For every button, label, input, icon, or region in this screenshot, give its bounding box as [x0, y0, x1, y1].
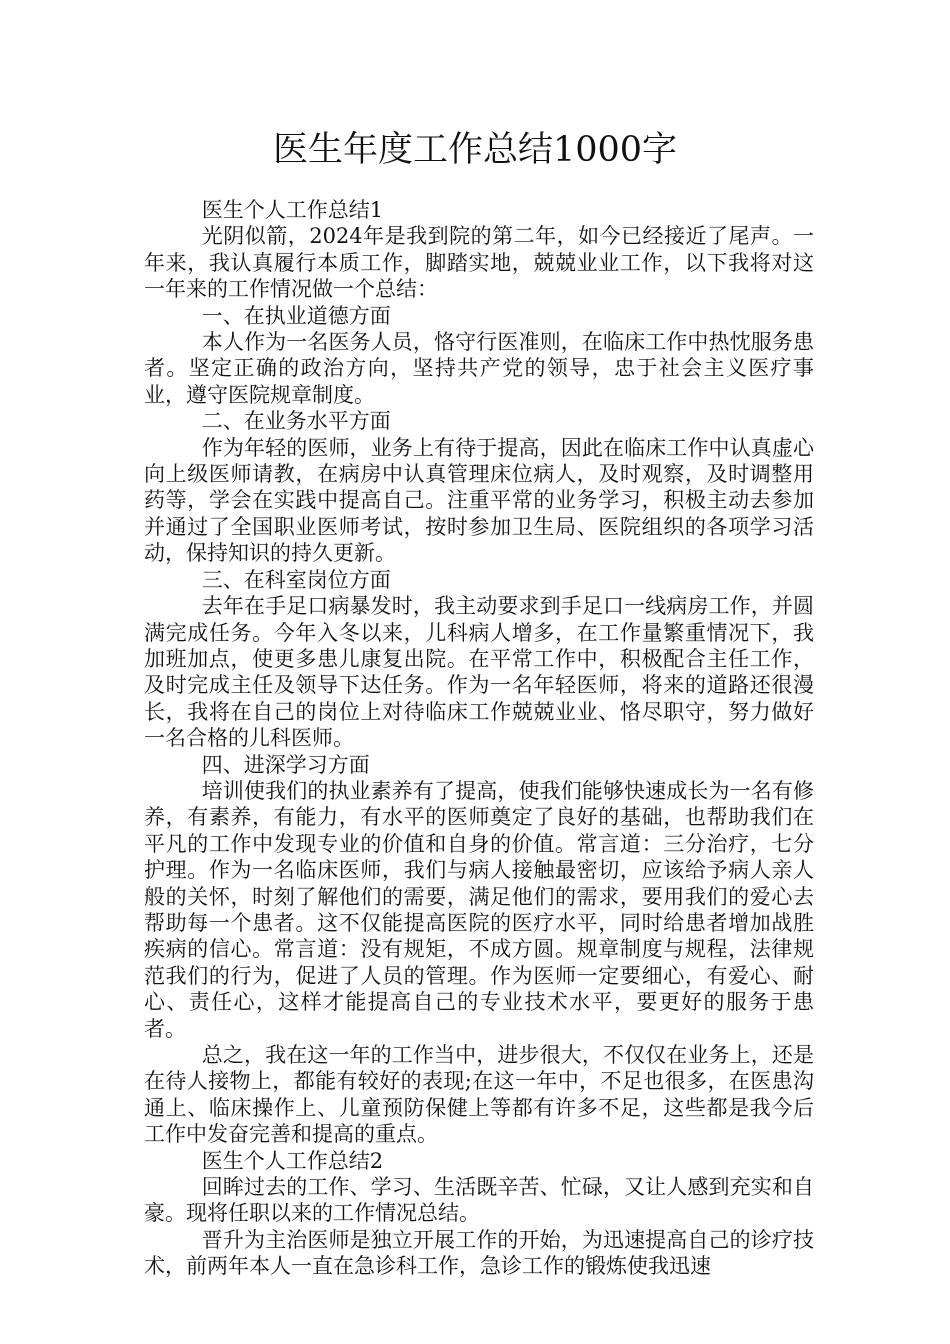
paragraph: 晋升为主治医师是独立开展工作的开始，为迅速提高自己的诊疗技术，前两年本人一直在急诊科工作，急诊工作的锻炼使我迅速: [144, 1227, 814, 1279]
paragraph: 去年在手足口病暴发时，我主动要求到手足口一线病房工作，并圆满完成任务。今年入冬以来，儿科病人增多，在工作量繁重情况下，我加班加点，使更多患儿康复出院。在平常工作中，积极配合主任工作，及时完成主任及领导下达任务。作为一名年轻医师，将来的道路还很漫长，我将在自己的岗位上对待临床工作兢兢业业、恪尽职守，努力做好一名合格的儿科医师。: [144, 594, 814, 751]
section-heading: 四、进深学习方面: [201, 752, 370, 777]
paragraph: 作为年轻的医师，业务上有待于提高，因此在临床工作中认真虚心向上级医师请教，在病房中认真管理床位病人，及时观察，及时调整用药等，学会在实践中提高自己。注重平常的业务学习，积极主动去参加并通过了全国职业医师考试，按时参加卫生局、医院组织的各项学习活动，保持知识的持久更新。: [144, 435, 814, 566]
paragraph: 本人作为一名医务人员，恪守行医准则，在临床工作中热忱服务患者。坚定正确的政治方向，坚持共产党的领导，忠于社会主义医疗事业，遵守医院规章制度。: [144, 330, 814, 407]
paragraph: 光阴似箭，2024年是我到院的第二年，如今已经接近了尾声。一年来，我认真履行本质工作，脚踏实地，兢兢业业工作，以下我将对这一年来的工作情况做一个总结：: [144, 224, 814, 302]
paragraph: 回眸过去的工作、学习、生活既辛苦、忙碌，又让人感到充实和自豪。现将任职以来的工作情况总结。: [144, 1175, 814, 1226]
section-heading: 医生个人工作总结1: [201, 198, 384, 222]
section-heading: 三、在科室岗位方面: [201, 567, 391, 592]
document-body: [144, 197, 814, 1280]
section-heading: 二、在业务水平方面: [201, 409, 391, 434]
document-title: 医生年度工作总结1000字: [272, 130, 678, 170]
paragraph: 培训使我们的执业素养有了提高，使我们能够快速成长为一名有修养，有素养，有能力，有水平的医师奠定了良好的基础，也帮助我们在平凡的工作中发现专业的价值和自身的价值。常言道：三分治疗，七分护理。作为一名临床医师，我们与病人接触最密切，应该给予病人亲人般的关怀，时刻了解他们的需要，满足他们的需求，要用我们的爱心去帮助每一个患者。这不仅能提高医院的医疗水平，同时给患者增加战胜疾病的信心。常言道：没有规矩，不成方圆。规章制度与规程，法律规范我们的行为，促进了人员的管理。作为医师一定要细心，有爱心、耐心、责任心，这样才能提高自己的专业技术水平，要更好的服务于患者。: [144, 778, 814, 1041]
paragraph: 总之，我在这一年的工作当中，进步很大，不仅仅在业务上，还是在待人接物上，都能有较好的表现;在这一年中，不足也很多，在医患沟通上、临床操作上、儿童预防保健上等都有许多不足，这些都是我今后工作中发奋完善和提高的重点。: [144, 1043, 814, 1147]
section-heading: 一、在执业道德方面: [201, 303, 391, 328]
section-heading: 医生个人工作总结2: [201, 1148, 384, 1173]
